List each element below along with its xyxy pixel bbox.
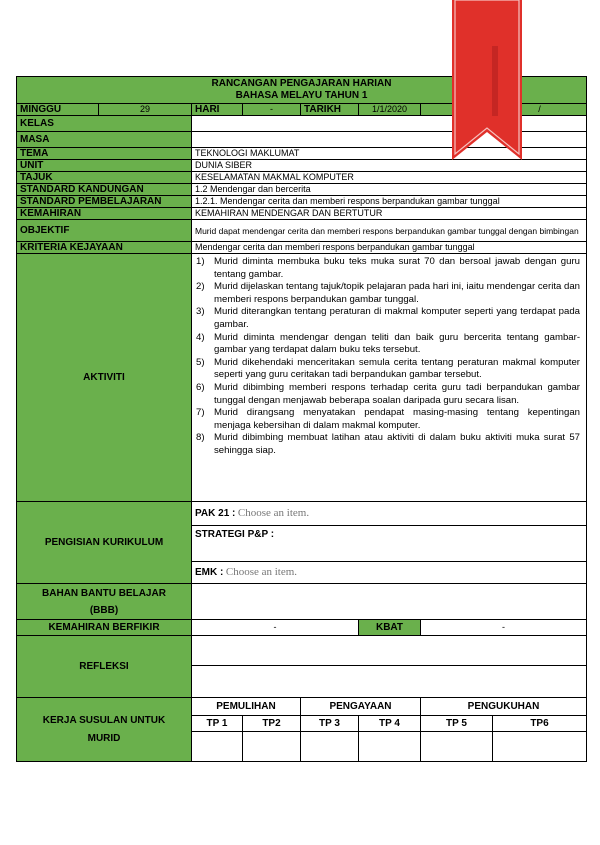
aktiviti-item-text: Murid diminta membuka buku teks muka surat 70 dan bersoal jawab dengan guru tentang gambar.	[214, 256, 581, 280]
aktiviti-item-text: Murid dikehendaki menceritakan semula cerita tentang peraturan makmal komputer seperti yang guru ceritakan tadi berpandukan gambar tersebut.	[214, 356, 581, 381]
aktiviti-list	[196, 256, 580, 458]
kriteria-kejayaan-label: KRITERIA KEJAYAAN	[17, 242, 192, 254]
bbb-label	[17, 584, 192, 620]
tp2-cell[interactable]	[243, 732, 301, 762]
unit-label: UNIT	[17, 160, 192, 172]
kerja-susulan-label	[17, 698, 192, 762]
aktiviti-label: AKTIVITI	[17, 254, 192, 502]
tp6-header: TP6	[493, 716, 587, 732]
strategi-label: STRATEGI P&P :	[195, 529, 275, 540]
aktiviti-item-text: Murid dibimbing membuat latihan atau aktiviti di dalam buku aktiviti muka surat 57 sehingga siap.	[214, 432, 581, 456]
aktiviti-item	[196, 357, 580, 382]
kemahiran-berfikir-value[interactable]: -	[192, 620, 359, 636]
tp4-cell[interactable]	[359, 732, 421, 762]
strategi-field[interactable]	[192, 526, 587, 562]
hari-label: HARI	[192, 104, 243, 116]
header-extra-value[interactable]: /	[493, 104, 587, 116]
aktiviti-item-text: Murid dibimbing memberi respons terhadap cerita guru tadi berpandukan gambar tunggal dengan menjawab beberapa soalan daripada guru secara lisan.	[214, 381, 581, 406]
kelas-value[interactable]	[192, 116, 587, 132]
tajuk-label: TAJUK	[17, 172, 192, 184]
masa-label: MASA	[17, 132, 192, 148]
kbat-value[interactable]: -	[421, 620, 587, 636]
aktiviti-item	[196, 256, 580, 281]
objektif-label: OBJEKTIF	[17, 220, 192, 242]
tarikh-label: TARIKH	[301, 104, 359, 116]
plan-title-line2: BAHASA MELAYU TAHUN 1	[235, 90, 368, 101]
tp1-header: TP 1	[192, 716, 243, 732]
pengayaan-header: PENGAYAAN	[301, 698, 421, 716]
kemahiran-label: KEMAHIRAN	[17, 208, 192, 220]
masa-value[interactable]	[192, 132, 587, 148]
refleksi-label: REFLEKSI	[17, 636, 192, 698]
standard-kandungan-value[interactable]: 1.2 Mendengar dan bercerita	[192, 184, 587, 196]
aktiviti-item-number: 3)	[196, 306, 205, 318]
kriteria-kejayaan-value[interactable]: Mendengar cerita dan memberi respons berpandukan gambar tunggal	[192, 242, 587, 254]
tema-value[interactable]: TEKNOLOGI MAKLUMAT	[192, 148, 587, 160]
pengukuhan-header: PENGUKUHAN	[421, 698, 587, 716]
tajuk-value[interactable]: KESELAMATAN MAKMAL KOMPUTER	[192, 172, 587, 184]
tarikh-value[interactable]: 1/1/2020	[359, 104, 421, 116]
aktiviti-item-number: 5)	[196, 356, 205, 368]
aktiviti-item-number: 7)	[196, 407, 205, 419]
aktiviti-item	[196, 281, 580, 306]
lesson-plan-sheet	[16, 76, 586, 762]
aktiviti-item	[196, 306, 580, 331]
kelas-label: KELAS	[17, 116, 192, 132]
pak21-label: PAK 21 :	[195, 508, 236, 519]
kbat-label: KBAT	[359, 620, 421, 636]
aktiviti-item-number: 8)	[196, 432, 205, 444]
bbb-value[interactable]	[192, 584, 587, 620]
tp3-cell[interactable]	[301, 732, 359, 762]
emk-field[interactable]	[192, 562, 587, 584]
pak21-field[interactable]	[192, 502, 587, 526]
emk-label: EMK :	[195, 567, 224, 578]
pak21-dropdown[interactable]: Choose an item.	[237, 507, 310, 519]
kemahiran-berfikir-label: KEMAHIRAN BERFIKIR	[17, 620, 192, 636]
aktiviti-item-text: Murid diminta mendengar dengan teliti dan baik guru bercerita tentang gambar-gambar yang terdapat dalam buku teks tersebut.	[214, 331, 581, 356]
aktiviti-item-number: 6)	[196, 381, 205, 393]
minggu-value[interactable]: 29	[99, 104, 192, 116]
standard-kandungan-label: STANDARD KANDUNGAN	[17, 184, 192, 196]
tp2-header: TP2	[243, 716, 301, 732]
sample-ribbon	[452, 0, 522, 160]
aktiviti-item-number: 1)	[196, 256, 205, 267]
aktiviti-item-text: Murid dijelaskan tentang tajuk/topik pelajaran pada hari ini, iaitu mendengar cerita dan memberi respons berpandukan gambar tunggal.	[214, 281, 581, 305]
standard-pembelajaran-value[interactable]: 1.2.1. Mendengar cerita dan memberi respons berpandukan gambar tunggal	[192, 196, 587, 208]
tp6-cell[interactable]	[493, 732, 587, 762]
tema-label: TEMA	[17, 148, 192, 160]
unit-value[interactable]: DUNIA SIBER	[192, 160, 587, 172]
aktiviti-item-text: Murid dirangsang menyatakan pendapat masing-masing tentang kepentingan menjaga kebersihan di dalam makmal komputer.	[214, 407, 581, 431]
pemulihan-header: PEMULIHAN	[192, 698, 301, 716]
aktiviti-item-number: 4)	[196, 331, 205, 343]
tp3-header: TP 3	[301, 716, 359, 732]
kerja-susulan-label-line2: MURID	[87, 732, 121, 744]
tp5-header: TP 5	[421, 716, 493, 732]
bbb-label-line2: (BBB)	[89, 604, 119, 616]
lesson-plan-table	[16, 76, 587, 762]
kemahiran-value[interactable]: KEMAHIRAN MENDENGAR DAN BERTUTUR	[192, 208, 587, 220]
aktiviti-item	[196, 382, 580, 407]
pengisian-kurikulum-label: PENGISIAN KURIKULUM	[17, 502, 192, 584]
emk-dropdown[interactable]: Choose an item.	[225, 566, 298, 578]
aktiviti-item	[196, 432, 580, 457]
aktiviti-content[interactable]	[192, 254, 587, 502]
hari-value[interactable]: -	[243, 104, 301, 116]
aktiviti-item	[196, 407, 580, 432]
aktiviti-item-number: 2)	[196, 281, 205, 293]
tp4-header: TP 4	[359, 716, 421, 732]
minggu-label: MINGGU	[17, 104, 99, 116]
tp1-cell[interactable]	[192, 732, 243, 762]
plan-title-line1: RANCANGAN PENGAJARAN HARIAN	[211, 78, 392, 89]
objektif-value[interactable]: Murid dapat mendengar cerita dan memberi respons berpandukan gambar tunggal dengan bimbingan	[192, 220, 587, 242]
tp5-cell[interactable]	[421, 732, 493, 762]
aktiviti-item-text: Murid diterangkan tentang peraturan di makmal komputer seperti yang terdapat pada gambar.	[214, 306, 581, 330]
refleksi-line-1[interactable]	[192, 636, 587, 666]
refleksi-line-2[interactable]	[192, 666, 587, 698]
aktiviti-item	[196, 332, 580, 357]
kerja-susulan-label-line1: KERJA SUSULAN UNTUK	[42, 714, 166, 726]
standard-pembelajaran-label: STANDARD PEMBELAJARAN	[17, 196, 192, 208]
bbb-label-line1: BAHAN BANTU BELAJAR	[42, 587, 166, 599]
